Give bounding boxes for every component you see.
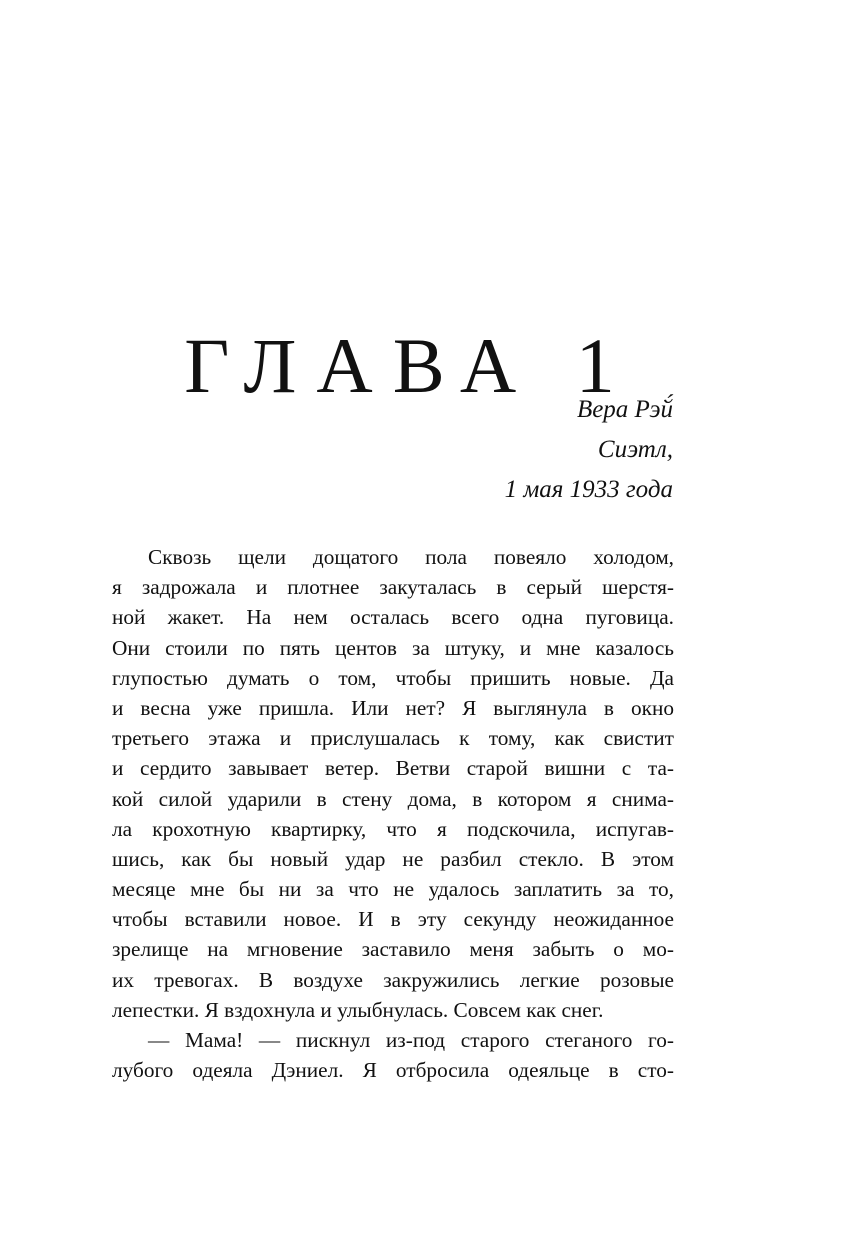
text-line: ной жакет. На нем осталась всего одна пуговица. — [112, 605, 674, 630]
chapter-body — [112, 542, 674, 1085]
text-line: кой силой ударили в стену дома, в котором я снима- — [112, 786, 674, 811]
text-line: третьего этажа и прислушалась к тому, как свистит — [112, 726, 674, 751]
text-line: Сквозь щели дощатого пола повеяло холодом, — [148, 545, 674, 569]
text-line: зрелище на мгновение заставило меня забыть о мо- — [112, 937, 674, 962]
epigraph — [505, 390, 673, 510]
text-line: и сердито завывает ветер. Ветви старой вишни с та- — [112, 756, 674, 781]
text-line: шись, как бы новый удар не разбил стекло. В этом — [112, 846, 674, 871]
text-line: чтобы вставили новое. И в эту секунду неожиданное — [112, 907, 674, 932]
text-line: ла крохотную квартирку, что я подскочила, испугав- — [112, 816, 674, 841]
epigraph-name: Вера Рэй́ — [576, 396, 673, 423]
epigraph-place: Сиэтл, — [597, 436, 673, 463]
text-line: и весна уже пришла. Или нет? Я выглянула в окно — [112, 695, 674, 720]
text-line: лепестки. Я вздохнула и улыбнулась. Совсем как снег. — [112, 997, 604, 1022]
text-line: — Мама! — пискнул из-под старого стеганого го- — [148, 1028, 674, 1052]
epigraph-date: 1 мая 1933 года — [504, 476, 673, 503]
text-line: лубого одеяла Дэниел. Я отбросила одеяльце в сто- — [112, 1058, 674, 1083]
chapter-title: ГЛАВА 1 — [184, 322, 635, 410]
text-line: их тревогах. В воздухе закружились легкие розовые — [112, 967, 674, 992]
text-line: Они стоили по пять центов за штуку, и мне казалось — [112, 635, 674, 660]
text-line: глупостью думать о том, чтобы пришить новые. Да — [112, 665, 674, 690]
text-line: месяце мне бы ни за что не удалось заплатить за то, — [112, 877, 674, 902]
text-line: я задрожала и плотнее закуталась в серый шерстя- — [112, 575, 674, 600]
